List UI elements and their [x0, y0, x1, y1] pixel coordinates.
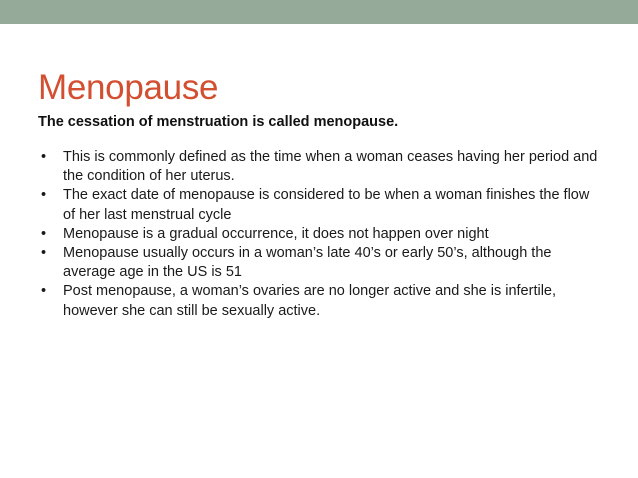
bullet-text: The exact date of menopause is considered to be when a woman finishes the flow of her last menstrual cycle: [63, 187, 590, 223]
bullet-text: Menopause usually occurs in a woman’s late 40’s or early 50’s, although the average age in the US is 51: [63, 245, 552, 281]
bullet-list: [38, 148, 598, 321]
bullet-dot-icon: •: [41, 187, 47, 204]
bullet-text: This is commonly defined as the time when a woman ceases having her period and the condition of her uterus.: [63, 149, 598, 185]
header-bar: [0, 0, 638, 24]
bullet-text: Post menopause, a woman’s ovaries are no longer active and she is infertile, however she can still be sexually active.: [63, 283, 557, 319]
bullet-dot-icon: •: [41, 149, 47, 165]
bullet-dot-icon: •: [41, 283, 47, 300]
bullet-item: [38, 186, 598, 224]
bullet-item: [38, 148, 598, 186]
bullet-dot-icon: •: [41, 225, 47, 242]
bullet-item: [38, 282, 598, 320]
bullet-dot-icon: •: [41, 245, 47, 262]
slide-subtitle: The cessation of menstruation is called menopause.: [38, 114, 399, 130]
bullet-item: [38, 225, 598, 244]
slide-title: Menopause: [38, 68, 219, 107]
bullet-item: [38, 244, 598, 282]
bullet-text: Menopause is a gradual occurrence, it does not happen over night: [63, 225, 489, 242]
